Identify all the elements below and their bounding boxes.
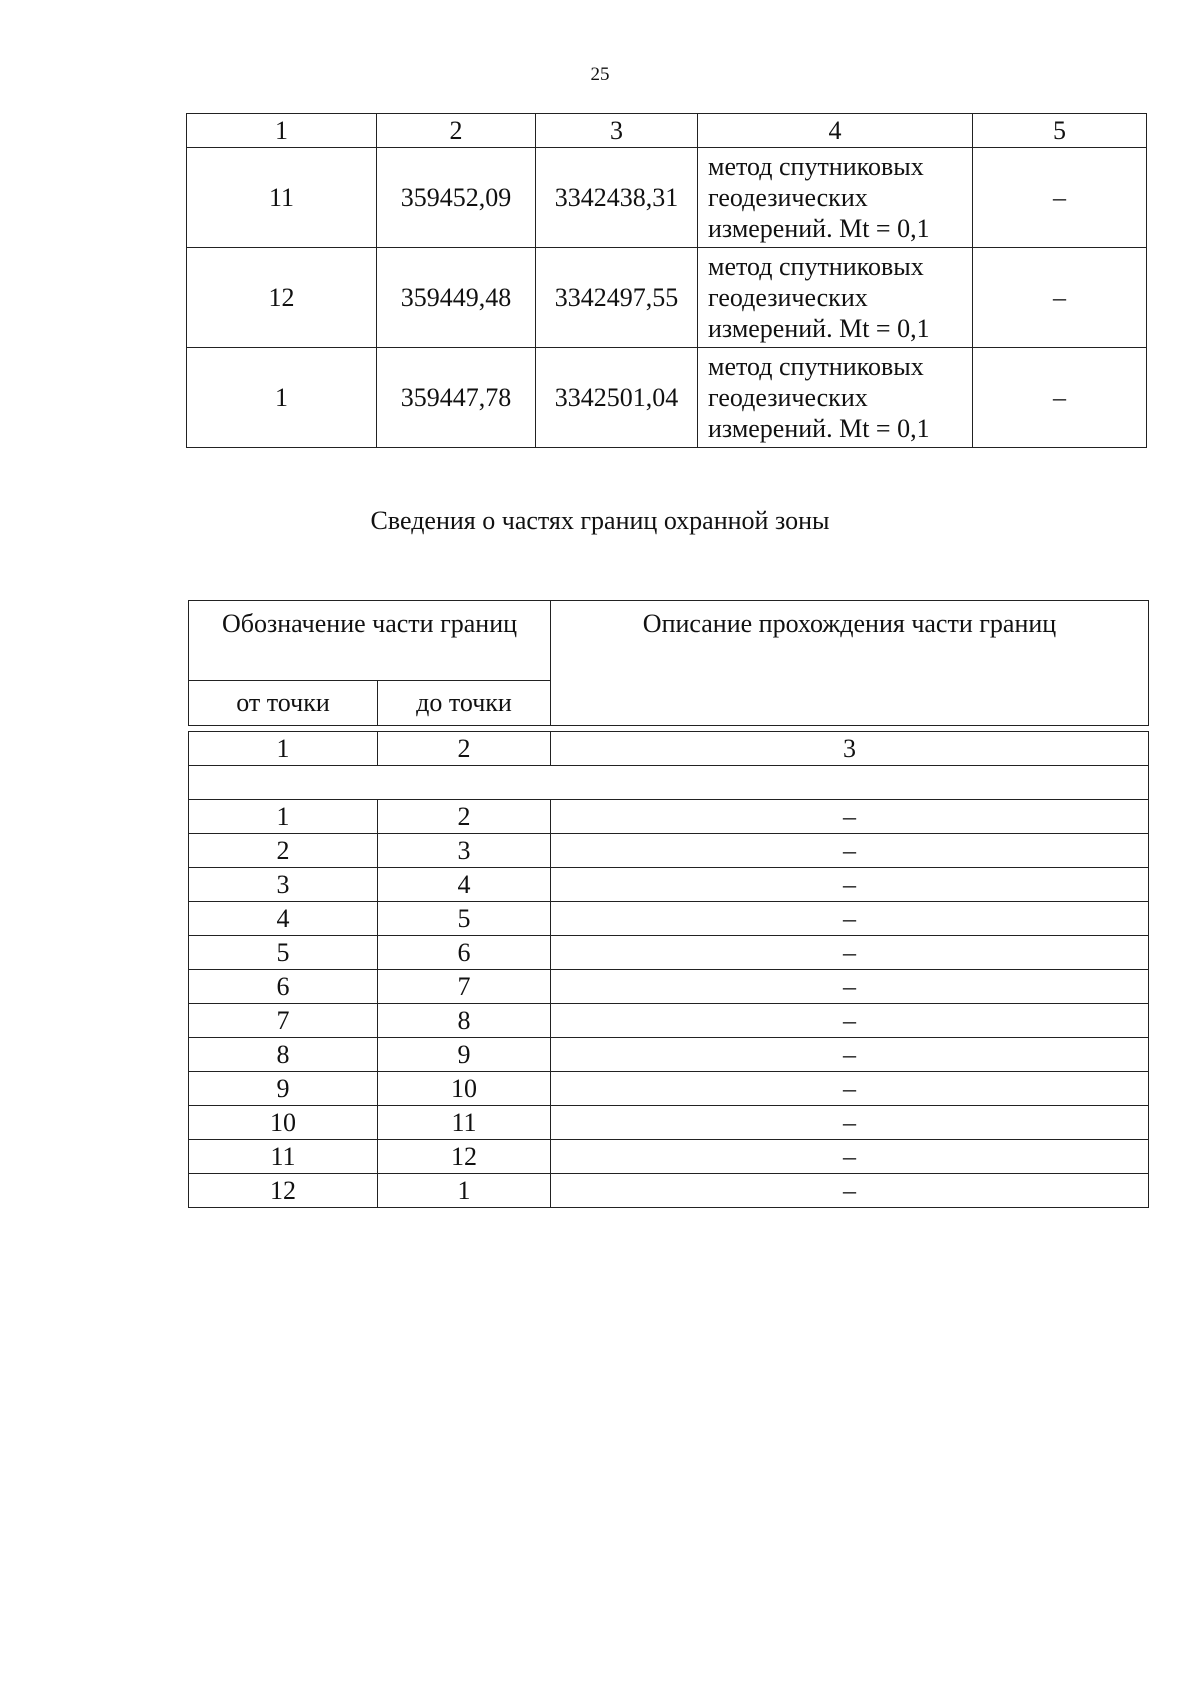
col-header: 1 xyxy=(187,114,377,148)
coordinates-header-row xyxy=(187,114,1147,148)
table-row xyxy=(189,902,1149,936)
point-number: 12 xyxy=(187,248,377,348)
table-row xyxy=(187,148,1147,248)
description: – xyxy=(551,1106,1149,1140)
to-point: 5 xyxy=(378,902,551,936)
header-to-point: до точки xyxy=(378,681,551,726)
to-point: 4 xyxy=(378,868,551,902)
method-line: измерений. Mt = 0,1 xyxy=(708,214,930,243)
table-row xyxy=(189,1004,1149,1038)
description: – xyxy=(551,970,1149,1004)
x-coordinate: 359449,48 xyxy=(377,248,536,348)
from-point: 9 xyxy=(189,1072,378,1106)
header-boundary-designation: Обозначение части границ xyxy=(189,601,551,681)
to-point: 7 xyxy=(378,970,551,1004)
table-row xyxy=(189,834,1149,868)
to-point: 12 xyxy=(378,1140,551,1174)
method-line: измерений. Mt = 0,1 xyxy=(708,414,930,443)
method-description xyxy=(698,248,973,348)
col-header: 5 xyxy=(973,114,1147,148)
description: – xyxy=(551,936,1149,970)
from-point: 6 xyxy=(189,970,378,1004)
header-from-point: от точки xyxy=(189,681,378,726)
table-row xyxy=(189,1072,1149,1106)
empty-row xyxy=(189,766,1149,800)
description: – xyxy=(551,1140,1149,1174)
description: – xyxy=(551,1072,1149,1106)
description: – xyxy=(551,868,1149,902)
boundary-parts-table xyxy=(188,600,1149,1208)
point-number: 11 xyxy=(187,148,377,248)
from-point: 4 xyxy=(189,902,378,936)
description: – xyxy=(551,834,1149,868)
col-header: 4 xyxy=(698,114,973,148)
from-point: 2 xyxy=(189,834,378,868)
y-coordinate: 3342501,04 xyxy=(536,348,698,448)
table-row xyxy=(189,800,1149,834)
to-point: 2 xyxy=(378,800,551,834)
method-description xyxy=(698,148,973,248)
to-point: 10 xyxy=(378,1072,551,1106)
method-line: геодезических xyxy=(708,383,868,412)
table-row xyxy=(189,936,1149,970)
y-coordinate: 3342497,55 xyxy=(536,248,698,348)
table-row xyxy=(187,248,1147,348)
to-point: 3 xyxy=(378,834,551,868)
method-line: метод спутниковых xyxy=(708,252,924,281)
from-point: 7 xyxy=(189,1004,378,1038)
column-number-row xyxy=(189,732,1149,766)
to-point: 9 xyxy=(378,1038,551,1072)
table-row xyxy=(189,868,1149,902)
table-row xyxy=(189,1140,1149,1174)
to-point: 11 xyxy=(378,1106,551,1140)
from-point: 5 xyxy=(189,936,378,970)
table-row xyxy=(187,348,1147,448)
table-row xyxy=(189,970,1149,1004)
table-row xyxy=(189,1106,1149,1140)
empty-cell xyxy=(189,766,1149,800)
col-number: 1 xyxy=(189,732,378,766)
method-line: геодезических xyxy=(708,283,868,312)
description: – xyxy=(551,1174,1149,1208)
col-header: 2 xyxy=(377,114,536,148)
description: – xyxy=(551,800,1149,834)
from-point: 3 xyxy=(189,868,378,902)
point-number: 1 xyxy=(187,348,377,448)
from-point: 11 xyxy=(189,1140,378,1174)
from-point: 10 xyxy=(189,1106,378,1140)
section-title: Сведения о частях границ охранной зоны xyxy=(370,506,830,535)
note: – xyxy=(973,248,1147,348)
table-row xyxy=(189,1038,1149,1072)
method-line: измерений. Mt = 0,1 xyxy=(708,314,930,343)
from-point: 8 xyxy=(189,1038,378,1072)
parts-header-row xyxy=(189,601,1149,681)
to-point: 6 xyxy=(378,936,551,970)
from-point: 1 xyxy=(189,800,378,834)
header-boundary-description: Описание прохождения части границ xyxy=(551,601,1149,726)
y-coordinate: 3342438,31 xyxy=(536,148,698,248)
description: – xyxy=(551,902,1149,936)
note: – xyxy=(973,148,1147,248)
description: – xyxy=(551,1038,1149,1072)
to-point: 1 xyxy=(378,1174,551,1208)
x-coordinate: 359452,09 xyxy=(377,148,536,248)
method-description xyxy=(698,348,973,448)
col-header: 3 xyxy=(536,114,698,148)
method-line: метод спутниковых xyxy=(708,152,924,181)
col-number: 3 xyxy=(551,732,1149,766)
method-line: геодезических xyxy=(708,183,868,212)
x-coordinate: 359447,78 xyxy=(377,348,536,448)
table-row xyxy=(189,1174,1149,1208)
from-point: 12 xyxy=(189,1174,378,1208)
description: – xyxy=(551,1004,1149,1038)
col-number: 2 xyxy=(378,732,551,766)
page-number: 25 xyxy=(590,64,610,85)
to-point: 8 xyxy=(378,1004,551,1038)
note: – xyxy=(973,348,1147,448)
coordinates-table xyxy=(186,113,1147,448)
method-line: метод спутниковых xyxy=(708,352,924,381)
